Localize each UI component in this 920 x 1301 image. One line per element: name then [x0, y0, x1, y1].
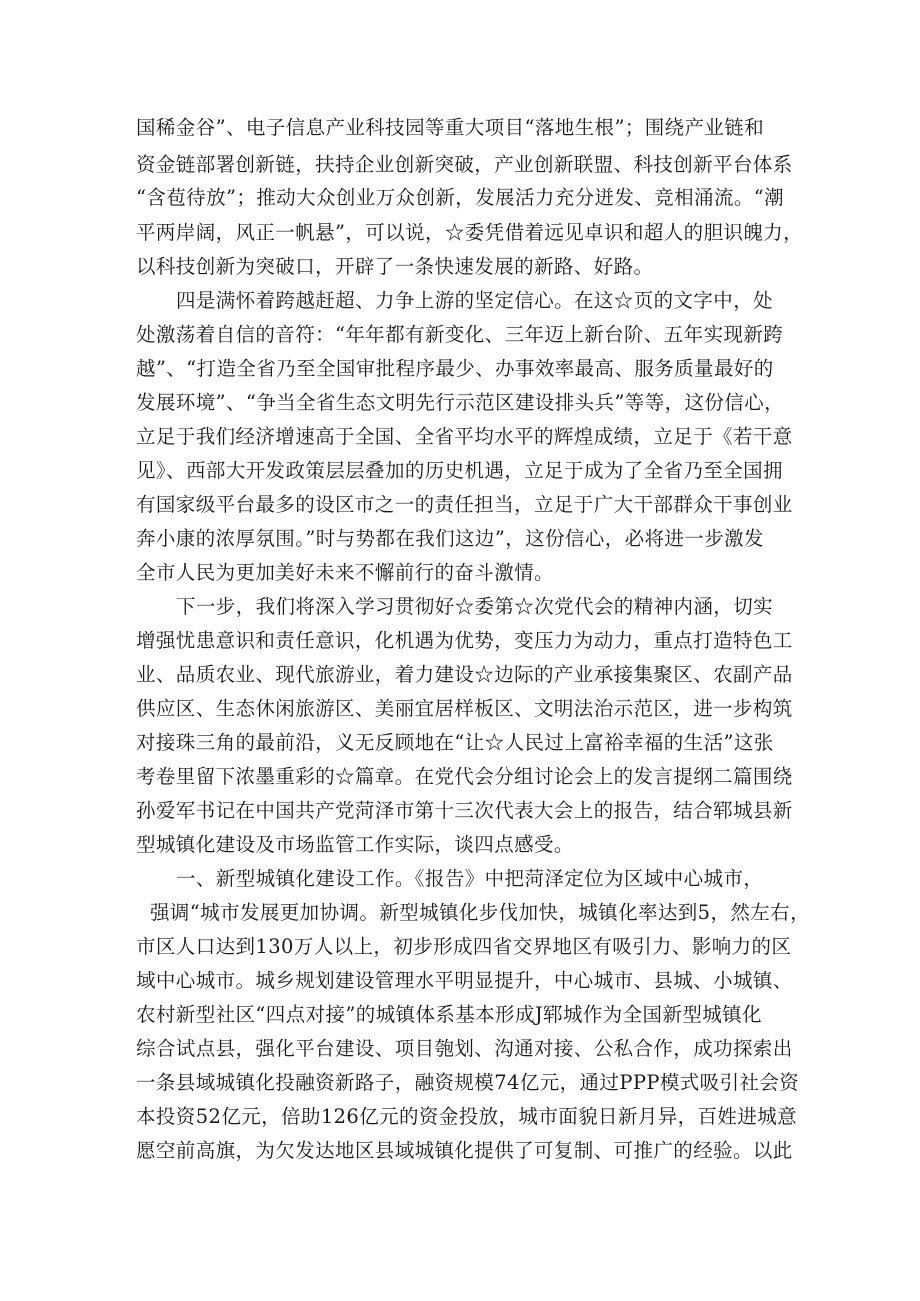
paragraph-start-line: 下一步，我们将深入学习贯彻好☆委第☆次党代会的精神内涵，切实 — [176, 595, 774, 618]
text-line: 越”、“打造全省乃至全国审批程序最少、办事效率最高、服务质量最好的 — [136, 357, 774, 380]
text-line: 以科技创新为突破口，开辟了一条快速发展的新路、好路。 — [136, 255, 654, 278]
text-line: 供应区、生态休闲旅游区、美丽宜居样板区、文明法治示范区，进一步构筑 — [136, 697, 793, 720]
text-line: 愿空前高旗，为欠发达地区县域城镇化提供了可复制、可推广的经验。以此 — [136, 1139, 793, 1162]
text-line: 国稀金谷”、电子信息产业科技园等重大项目“落地生根”；围绕产业链和 — [136, 116, 765, 139]
text-line: 综合试点县，强化平台建设、项目匏划、沟通对接、公私合作，成功探索出 — [136, 1037, 793, 1060]
text-line: 孙爱军书记在中国共产党菏泽市第十三次代表大会上的报告，结合郓城县新 — [136, 799, 793, 822]
text-line: 处激荡着自信的音符：“年年都有新变化、三年迈上新台阶、五年实现新跨 — [136, 323, 784, 346]
paragraph-start-line: 一、新型城镇化建设工作。《报告》中把菏泽定位为区域中心城市， — [176, 867, 764, 890]
text-line: 全市人民为更加美好未来不懈前行的奋斗激情。 — [136, 561, 554, 584]
text-line: 强调“城市发展更加协调。新型城镇化步伐加快，城镇化率达到5，然左右， — [150, 901, 810, 924]
text-line: 增强忧患意识和责任意识，化机遇为优势，变压力为动力，重点打造特色工 — [136, 629, 793, 652]
paragraph-start-line: 四是满怀着跨越赶超、力争上游的坚定信心。在这☆页的文字中，处 — [176, 289, 774, 312]
text-line: 型城镇化建设及市场监管工作实际，谈四点感受。 — [136, 833, 574, 856]
text-line: 农村新型社区“四点对接”的城镇体系基本形成J郓城作为全国新型城镇化 — [136, 1003, 762, 1026]
text-line: 本投资52亿元，倍助126亿元的资金投放，城市面貌日新月异，百姓进城意 — [136, 1105, 798, 1128]
text-line: 有国家级平台最多的设区市之一的责任担当，立足于广大干部群众干事创业 — [136, 493, 793, 516]
text-line: 业、品质农业、现代旅游业，着力建设☆边际的产业承接集聚区、农副产品 — [136, 663, 793, 686]
text-line: 对接珠三角的最前沿，义无反顾地在“让☆人民过上富裕幸福的生活”这张 — [136, 731, 774, 754]
text-line: 见》、西部大开发政策层层叠加的历史机遇，立足于成为了全省乃至全国拥 — [136, 459, 783, 482]
text-line: 资金链部署创新链，扶持企业创新突破，产业创新联盟、科技创新平台体系 — [136, 153, 793, 176]
text-line: 域中心城市。城乡规划建设管理水平明显提升，中心城市、县城、小城镇、 — [136, 969, 793, 992]
text-line: “含苞待放”；推动大众创业万众创新，发展活力充分迸发、竞相涌流。“潮 — [136, 186, 785, 209]
text-line: 奔小康的浓厚氛围。”时与势都在我们这边”，这份信心，必将进一步激发 — [136, 527, 764, 550]
text-line: 一条县域城镇化投融资新路子，融资规模74亿元，通过PPP模式吸引社会资 — [136, 1071, 800, 1094]
text-line: 平两岸阔，风正一帆悬”，可以说，☆委凭借着远见卓识和超人的胆识魄力， — [136, 221, 804, 244]
text-line: 考卷里留下浓墨重彩的☆篇章。在党代会分组讨论会上的发言提纲二篇围绕 — [136, 765, 793, 788]
text-line: 发展环境”、“争当全省生态文明先行示范区建设排头兵”等等，这份信心， — [136, 391, 785, 414]
text-line: 立足于我们经济增速高于全国、全省平均水平的辉煌成绩，立足于《若干意 — [136, 425, 793, 448]
text-line: 市区人口达到130万人以上，初步形成四省交界地区有吸引力、影响力的区 — [136, 935, 792, 958]
